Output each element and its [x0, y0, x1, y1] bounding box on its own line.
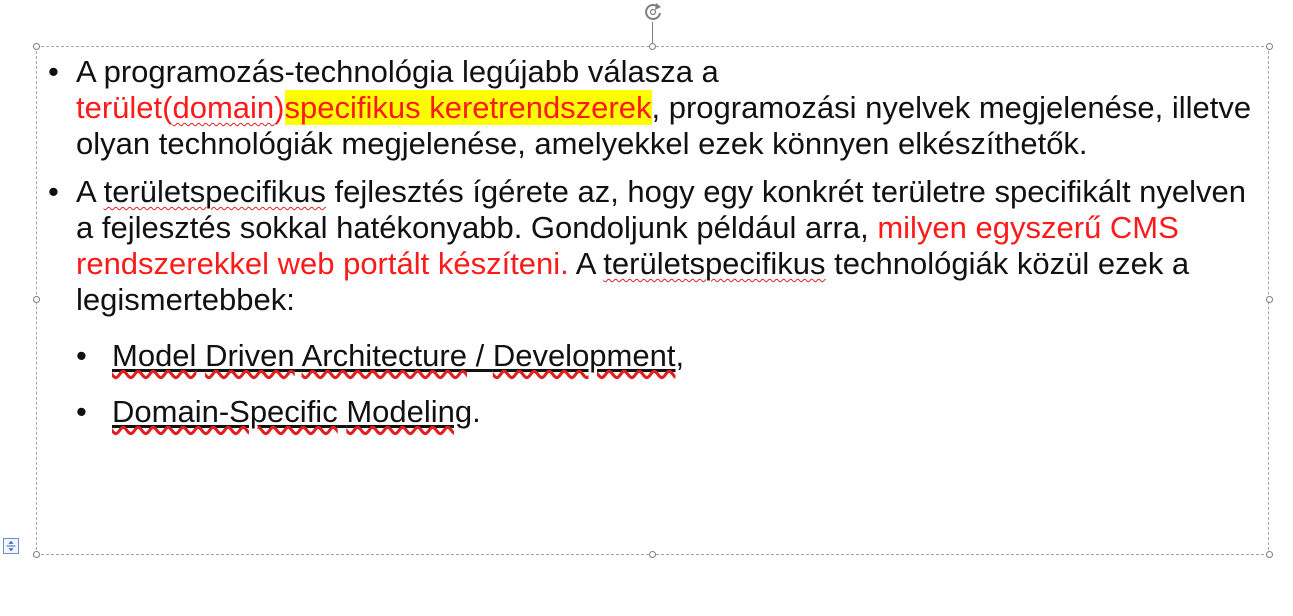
- red-text-domain: domain: [172, 90, 275, 125]
- spellcheck-word: területspecifikus: [603, 246, 826, 281]
- resize-handle-top-left[interactable]: [33, 43, 40, 50]
- resize-handle-bottom[interactable]: [649, 551, 656, 558]
- resize-handle-bottom-right[interactable]: [1266, 551, 1273, 558]
- link-dsm[interactable]: Domain-Specific Modeling: [112, 394, 473, 429]
- red-text-cms: milyen egyszerű CMS rendszerekkel web portált készíteni.: [76, 210, 1179, 281]
- link-mda[interactable]: Model Driven Architecture / Development: [112, 338, 676, 373]
- red-text-terulet: terület(: [76, 90, 173, 125]
- resize-handle-right[interactable]: [1266, 296, 1273, 303]
- resize-handle-top[interactable]: [649, 43, 656, 50]
- sub-bullet-2: • Domain-Specific Modeling.: [48, 394, 1263, 430]
- bullet-2: • A területspecifikus fejlesztés ígérete az, hogy egy konkrét területre specifikált nyelven a fejlesztés sokkal hatékonyabb. Gondoljunk például arra, milyen egyszerű CMS rendszerekkel web portált készíteni. A területspecifikus technológiák közül ezek a legismertebbek:: [48, 174, 1263, 318]
- bullet-1: • A programozás-technológia legújabb válasza a terület(domain)specifikus keretrendszerek, programozási nyelvek megjelenése, illetve olyan technológiák megjelenése, amelyekkel ezek könnyen elkészíthetők.: [48, 54, 1263, 162]
- rotate-handle-icon[interactable]: [642, 1, 664, 23]
- red-text-paren: ): [274, 90, 285, 125]
- spellcheck-word: területspecifikus: [103, 174, 326, 209]
- resize-handle-top-right[interactable]: [1266, 43, 1273, 50]
- autofit-options-icon[interactable]: [3, 538, 19, 554]
- resize-handle-bottom-left[interactable]: [33, 551, 40, 558]
- highlighted-text: specifikus keretrendszerek: [284, 90, 652, 125]
- resize-handle-left[interactable]: [33, 296, 40, 303]
- text-body[interactable]: [48, 54, 1263, 430]
- sub-bullet-1: • Model Driven Architecture / Development,: [48, 338, 1263, 374]
